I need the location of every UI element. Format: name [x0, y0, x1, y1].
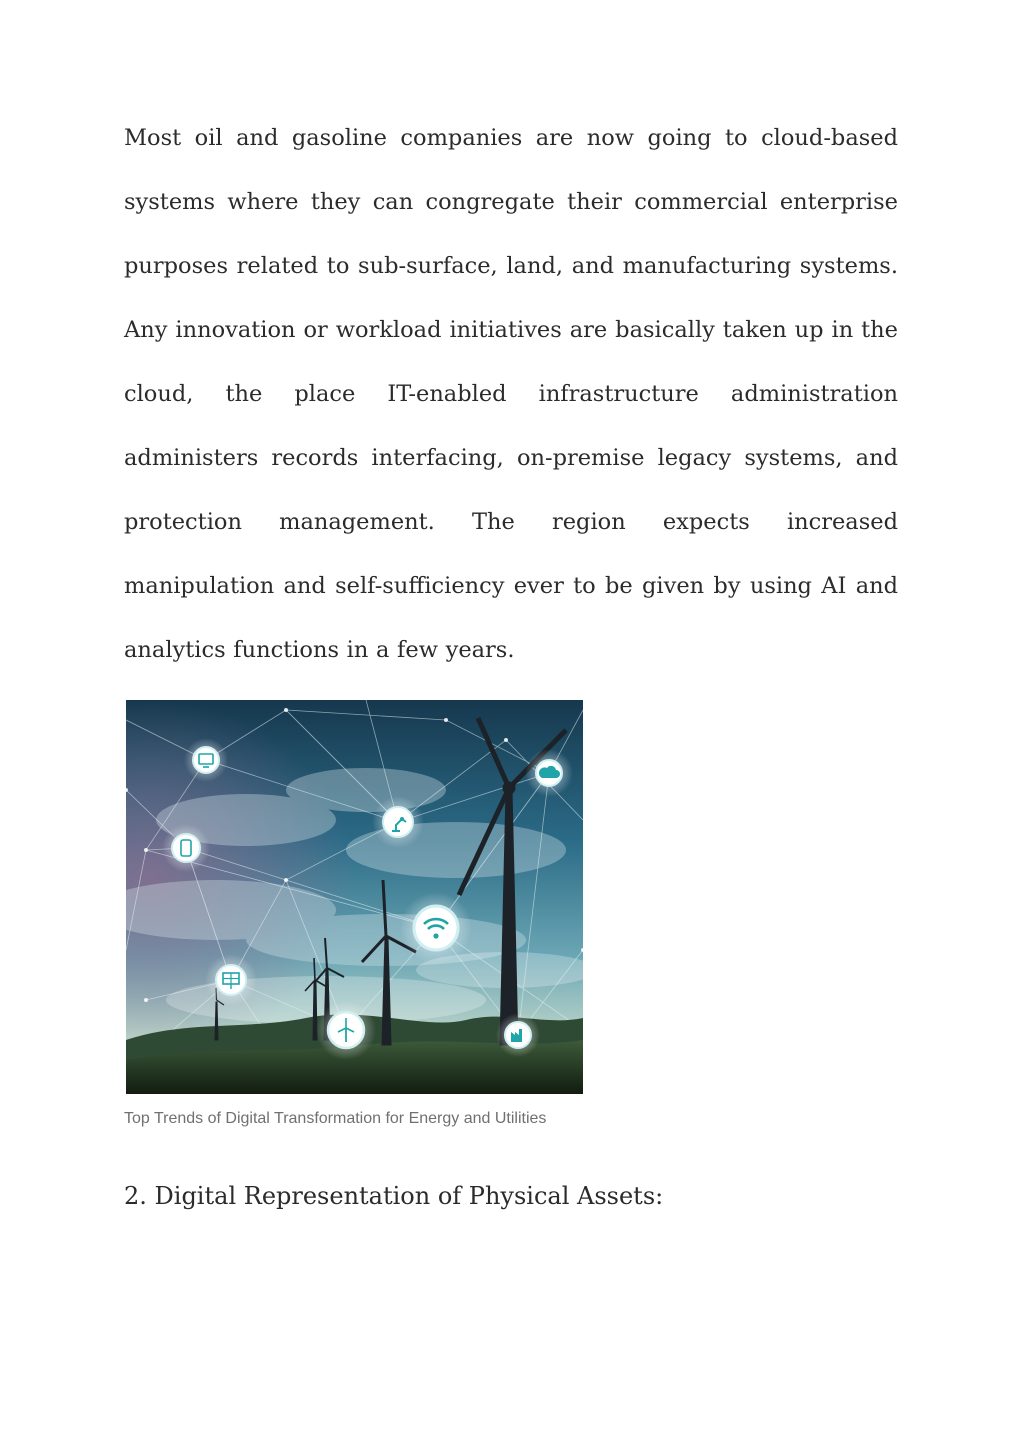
figure-caption: Top Trends of Digital Transformation for Energy and Utilities: [124, 1110, 547, 1127]
factory-icon: [496, 1013, 540, 1057]
section-heading: 2. Digital Representation of Physical Assets:: [124, 1182, 664, 1210]
body-paragraph: Most oil and gasoline companies are now going to cloud-based systems where they can congregate their commercial enterprise purposes related to sub-surface, land, and manufacturing systems. Any innovation or workload initiatives are basically taken up in the cloud, the place IT-enabled infrastructure administration administers records interfacing, on-premise legacy systems, and protection management. The region expects increased manipulation and self-sufficiency ever to be given by using AI and analytics functions in a few years.: [124, 125, 898, 663]
wind-turbine-icon: [316, 1000, 376, 1060]
smartphone-icon: [162, 824, 210, 872]
solar-panel-icon: [205, 954, 257, 1006]
monitor-icon: [184, 738, 228, 782]
wifi-icon: [400, 892, 472, 964]
robot-arm-icon: [372, 796, 424, 848]
article-figure: [126, 700, 583, 1094]
cloud-icon: [525, 749, 573, 797]
wind-turbine-network-image: [126, 700, 583, 1094]
